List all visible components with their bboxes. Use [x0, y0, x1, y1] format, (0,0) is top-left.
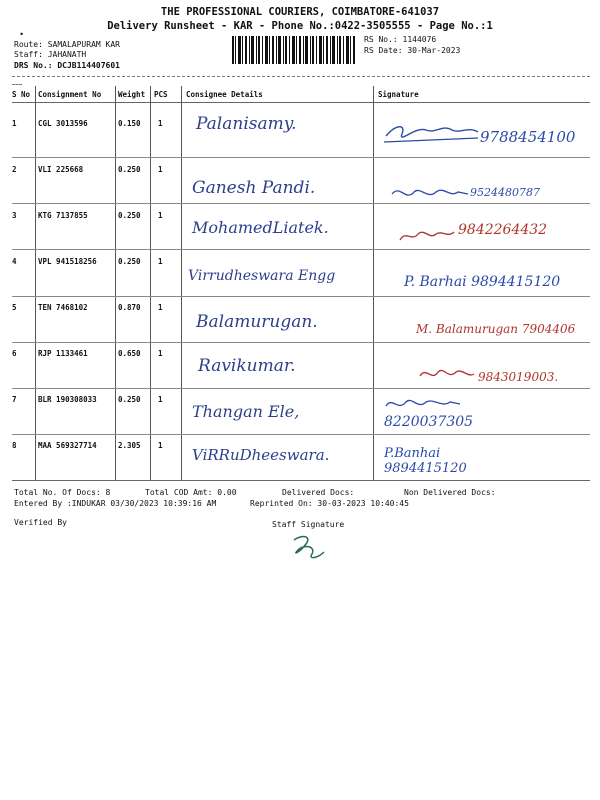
row-sno: 5	[12, 303, 17, 312]
col-signature: Signature	[378, 90, 419, 99]
company-title: THE PROFESSIONAL COURIERS, COIMBATORE-641037	[160, 6, 440, 18]
row-weight: 0.250	[118, 211, 141, 220]
row-weight: 0.250	[118, 395, 141, 404]
top-mark: .	[18, 24, 26, 38]
staff-label: Staff: JAHANATH	[14, 50, 87, 59]
rs-date: RS Date: 30-Mar-2023	[364, 46, 461, 55]
row-consignee: Palanisamy.	[196, 114, 297, 134]
row-consignment: VLI 225668	[38, 165, 84, 174]
total-docs: Total No. Of Docs: 8	[14, 488, 111, 497]
row-sno: 1	[12, 119, 17, 128]
row-pcs: 1	[158, 165, 163, 174]
signature-scribble	[390, 182, 470, 204]
signature-scribble	[382, 120, 480, 150]
row-consignment: CGL 3013596	[38, 119, 88, 128]
row-weight: 0.250	[118, 165, 141, 174]
row-weight: 0.250	[118, 257, 141, 266]
row-consignee: Balamurugan.	[196, 312, 318, 332]
row-consignment: MAA 569327714	[38, 441, 97, 450]
row-sno: 3	[12, 211, 17, 220]
row-consignee: MohamedLiatek.	[192, 218, 329, 237]
row-signature: 9524480787	[470, 186, 540, 199]
barcode	[232, 36, 356, 64]
col-pcs: PCS	[154, 90, 168, 99]
row-signature: 8220037305	[384, 414, 474, 430]
row-consignee: Ravikumar.	[198, 356, 296, 376]
col-consignee: Consignee Details	[186, 90, 263, 99]
staff-signature-scribble	[288, 532, 328, 564]
row-sno: 7	[12, 395, 17, 404]
row-consignee: ViRRuDheeswara.	[192, 446, 330, 464]
row-consignment: KTG 7137855	[38, 211, 88, 220]
row-pcs: 1	[158, 441, 163, 450]
row-sno: 2	[12, 165, 17, 174]
row-pcs: 1	[158, 257, 163, 266]
row-pcs: 1	[158, 349, 163, 358]
row-consignee: Ganesh Pandi.	[192, 178, 316, 198]
total-cod: Total COD Amt: 0.00	[145, 488, 237, 497]
row-pcs: 1	[158, 211, 163, 220]
row-signature: 9842264432	[458, 222, 548, 238]
row-pcs: 1	[158, 303, 163, 312]
runsheet-title: Delivery Runsheet - KAR - Phone No.:0422-3505555 - Page No.:1	[107, 20, 493, 32]
row-sno: 6	[12, 349, 17, 358]
row-pcs: 1	[158, 395, 163, 404]
signature-scribble	[398, 226, 456, 246]
row-signature: P.Banhai 9894415120	[384, 446, 467, 476]
row-weight: 0.870	[118, 303, 141, 312]
row-signature: 9788454100	[480, 128, 576, 146]
reprinted-on: Reprinted On: 30-03-2023 10:40:45	[250, 499, 409, 508]
row-pcs: 1	[158, 119, 163, 128]
row-consignment: BLR 190308033	[38, 395, 97, 404]
row-consignment: RJP 1133461	[38, 349, 88, 358]
drs-number: DRS No.: DCJB114407601	[14, 61, 120, 70]
row-weight: 0.650	[118, 349, 141, 358]
non-delivered-docs: Non Delivered Docs:	[404, 488, 496, 497]
row-signature: 9843019003.	[478, 370, 559, 384]
verified-by: Verified By	[14, 518, 67, 527]
col-consignment: Consignment No	[38, 90, 102, 99]
entered-by: Entered By :INDUKAR 03/30/2023 10:39:16 AM	[14, 499, 217, 508]
row-signature: P. Barhai 9894415120	[404, 274, 561, 290]
row-consignee: Thangan Ele,	[192, 402, 300, 421]
row-consignment: TEN 7468102	[38, 303, 88, 312]
signature-scribble	[384, 396, 462, 414]
col-sno: S No	[12, 90, 31, 99]
row-consignee: Virrudheswara Engg	[188, 268, 336, 284]
col-weight: Weight	[118, 90, 146, 99]
row-sno: 8	[12, 441, 17, 450]
rs-number: RS No.: 1144076	[364, 35, 437, 44]
row-weight: 0.150	[118, 119, 141, 128]
row-sno: 4	[12, 257, 17, 266]
delivered-docs: Delivered Docs:	[282, 488, 355, 497]
signature-scribble	[418, 364, 476, 384]
row-signature: M. Balamurugan 7904406	[416, 322, 576, 336]
row-consignment: VPL 941518256	[38, 257, 97, 266]
row-weight: 2.305	[118, 441, 141, 450]
route-label: Route: SAMALAPURAM KAR	[14, 40, 120, 49]
staff-signature-label: Staff Signature	[272, 520, 345, 529]
